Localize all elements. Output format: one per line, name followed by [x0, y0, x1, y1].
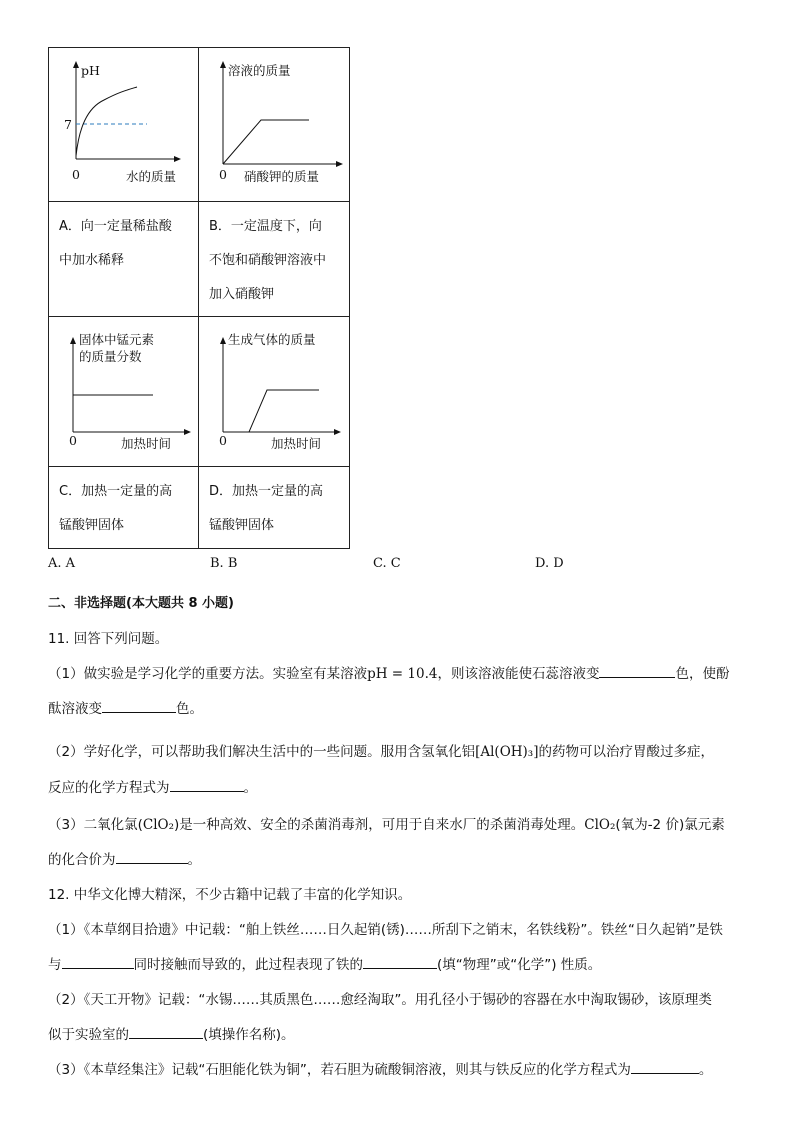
option-d-line-1: D．加热一定量的高	[209, 484, 324, 499]
q11-p2-text-c: 反应的化学方程式为	[48, 780, 170, 796]
q11-p2-text-b: 的药物可以治疗胃酸过多症，	[538, 744, 714, 760]
x-axis-label: 加热时间	[271, 436, 322, 451]
origin-label: 0	[72, 167, 80, 182]
choice-c[interactable]: C. C	[373, 556, 401, 571]
q11-p1-text-c: 色，使酚	[675, 666, 730, 682]
q12-p2-text-c: (填操作名称)。	[203, 1027, 295, 1043]
graph-cell-b	[199, 48, 350, 202]
option-d-cell	[199, 467, 350, 549]
x-axis-arrow	[174, 156, 181, 162]
y-axis-label-line-2: 的质量分数	[79, 349, 142, 364]
graph-d	[199, 317, 350, 466]
q11-p2-text-a: （2）学好化学，可以帮助我们解决生活中的一些问题。服用含氢氧化铝	[48, 744, 476, 760]
x-axis-label: 水的质量	[126, 169, 177, 184]
q11-p1-text-e: 色。	[176, 701, 203, 717]
valence-blank[interactable]	[116, 849, 188, 864]
q11-part2-line2	[48, 776, 257, 796]
x-axis-arrow	[336, 161, 343, 167]
clo2-formula: ClO₂	[142, 817, 174, 833]
option-c-text	[49, 467, 198, 543]
litmus-color-blank[interactable]	[599, 663, 675, 678]
q11-p1-text-b: ，则该溶液能使石蕊溶液变	[437, 666, 600, 682]
q11-part3-line1	[48, 813, 725, 833]
aluminum-hydroxide-formula: [Al(OH)₃]	[475, 744, 539, 760]
option-a-line-1: A．向一定量稀盐酸	[59, 219, 172, 234]
option-c-cell	[49, 467, 199, 549]
y-axis-arrow	[70, 337, 76, 344]
q12-p1-text-d: (填“物理”或“化学”) 性质。	[437, 957, 602, 973]
q12-p1-text-b: 与	[48, 957, 62, 973]
y-axis-arrow	[220, 337, 226, 344]
gas-mass-line	[223, 390, 319, 432]
x-axis-arrow	[334, 429, 341, 435]
option-c-line-1: C．加热一定量的高	[59, 484, 173, 499]
q11-p3-text-c: (氧为-2 价)氯元素	[615, 817, 725, 833]
x-axis-arrow	[184, 429, 191, 435]
choice-d[interactable]: D. D	[535, 556, 564, 571]
q11-part3-line2	[48, 848, 201, 868]
option-d-text	[199, 467, 349, 543]
section-title: 二、非选择题(本大题共 8 小题)	[48, 596, 234, 611]
rust-conditions-blank[interactable]	[62, 954, 134, 969]
q12-part2-line2	[48, 1023, 295, 1043]
x-axis-label: 加热时间	[121, 436, 172, 451]
answer-choices	[48, 556, 748, 574]
ph-curve	[76, 87, 137, 156]
y-axis-arrow	[73, 61, 79, 68]
option-a-line-2: 中加水稀释	[59, 253, 125, 268]
options-table	[48, 47, 350, 549]
operation-name-blank[interactable]	[129, 1024, 203, 1039]
q11-part1-line2	[48, 697, 203, 717]
q11-p3-text-d: 的化合价为	[48, 852, 116, 868]
q11-p3-text-b: )是一种高效、安全的杀菌消毒剂，可用于自来水厂的杀菌消毒处理。	[174, 817, 585, 833]
q11-p1-text-a: （1）做实验是学习化学的重要方法。实验室有某溶液	[48, 666, 368, 682]
q11-part1-line1	[48, 662, 729, 682]
origin-label: 0	[219, 167, 227, 182]
y-axis-label: 生成气体的质量	[228, 332, 316, 347]
q11-stem: 11. 回答下列问题。	[48, 631, 169, 647]
y-axis-arrow	[220, 61, 226, 68]
graph-c	[49, 317, 199, 466]
choice-a[interactable]: A. A	[48, 556, 76, 571]
q12-p3-text-a: （3）《本草经集注》记载“石胆能化铁为铜”，若石胆为硫酸铜溶液，则其与铁反应的化学方程式为	[48, 1062, 631, 1078]
phenolphthalein-color-blank[interactable]	[102, 698, 176, 713]
graph-a	[49, 48, 199, 201]
q11-p2-text-d: 。	[243, 780, 257, 796]
q11-p3-text-a: （3）二氧化氯(	[48, 817, 143, 833]
graph-cell-a	[49, 48, 199, 202]
option-a-cell	[49, 202, 199, 317]
option-b-cell	[199, 202, 350, 317]
option-b-line-3: 加入硝酸钾	[209, 287, 275, 302]
q12-part1-line2	[48, 953, 601, 973]
q12-part2-line1: （2）《天工开物》记载：“水锡……其质黑色……愈经淘取”。用孔径小于锡砂的容器在水中淘取锡砂，该原理类	[48, 992, 712, 1008]
q11-part2-line1	[48, 740, 714, 760]
q12-p3-text-b: 。	[698, 1062, 713, 1078]
origin-label: 0	[219, 433, 227, 448]
option-b-text	[199, 202, 349, 312]
y-axis-label-line-1: 固体中锰元素	[79, 332, 155, 347]
option-d-line-2: 锰酸钾固体	[209, 518, 275, 533]
q12-p1-text-c: 同时接触而导致的，此过程表现了铁的	[133, 957, 363, 973]
solution-mass-line	[223, 120, 309, 164]
option-c-line-2: 锰酸钾固体	[59, 518, 125, 533]
q11-p3-text-e: 。	[187, 852, 201, 868]
tick-label-7: 7	[64, 117, 72, 132]
property-type-blank[interactable]	[363, 954, 437, 969]
ph-value: pH = 10.4	[367, 666, 438, 682]
option-a-text	[49, 202, 198, 278]
origin-label: 0	[69, 433, 77, 448]
iron-copper-equation-blank[interactable]	[631, 1059, 699, 1074]
graph-b	[199, 48, 350, 201]
graph-cell-d	[199, 317, 350, 467]
clo2-formula-2: ClO₂	[584, 817, 616, 833]
option-b-line-2: 不饱和硝酸钾溶液中	[209, 253, 327, 268]
q12-stem: 12. 中华文化博大精深，不少古籍中记载了丰富的化学知识。	[48, 887, 412, 903]
y-axis-label: 溶液的质量	[228, 63, 291, 78]
x-axis-label: 硝酸钾的质量	[244, 169, 320, 184]
q12-part3-line1	[48, 1058, 712, 1078]
q12-part1-line1: （1）《本草纲目拾遗》中记载：“舶上铁丝……日久起销(锈)……所刮下之销末，名铁线粉”。铁丝“日久起销”是铁	[48, 922, 723, 938]
choice-b[interactable]: B. B	[210, 556, 238, 571]
option-b-line-1: B．一定温度下，向	[209, 219, 322, 234]
q12-p2-text-b: 似于实验室的	[48, 1027, 129, 1043]
equation-blank[interactable]	[170, 777, 244, 792]
graph-cell-c	[49, 317, 199, 467]
y-axis-label: pH	[81, 63, 100, 78]
q11-p1-text-d: 酞溶液变	[48, 701, 102, 717]
